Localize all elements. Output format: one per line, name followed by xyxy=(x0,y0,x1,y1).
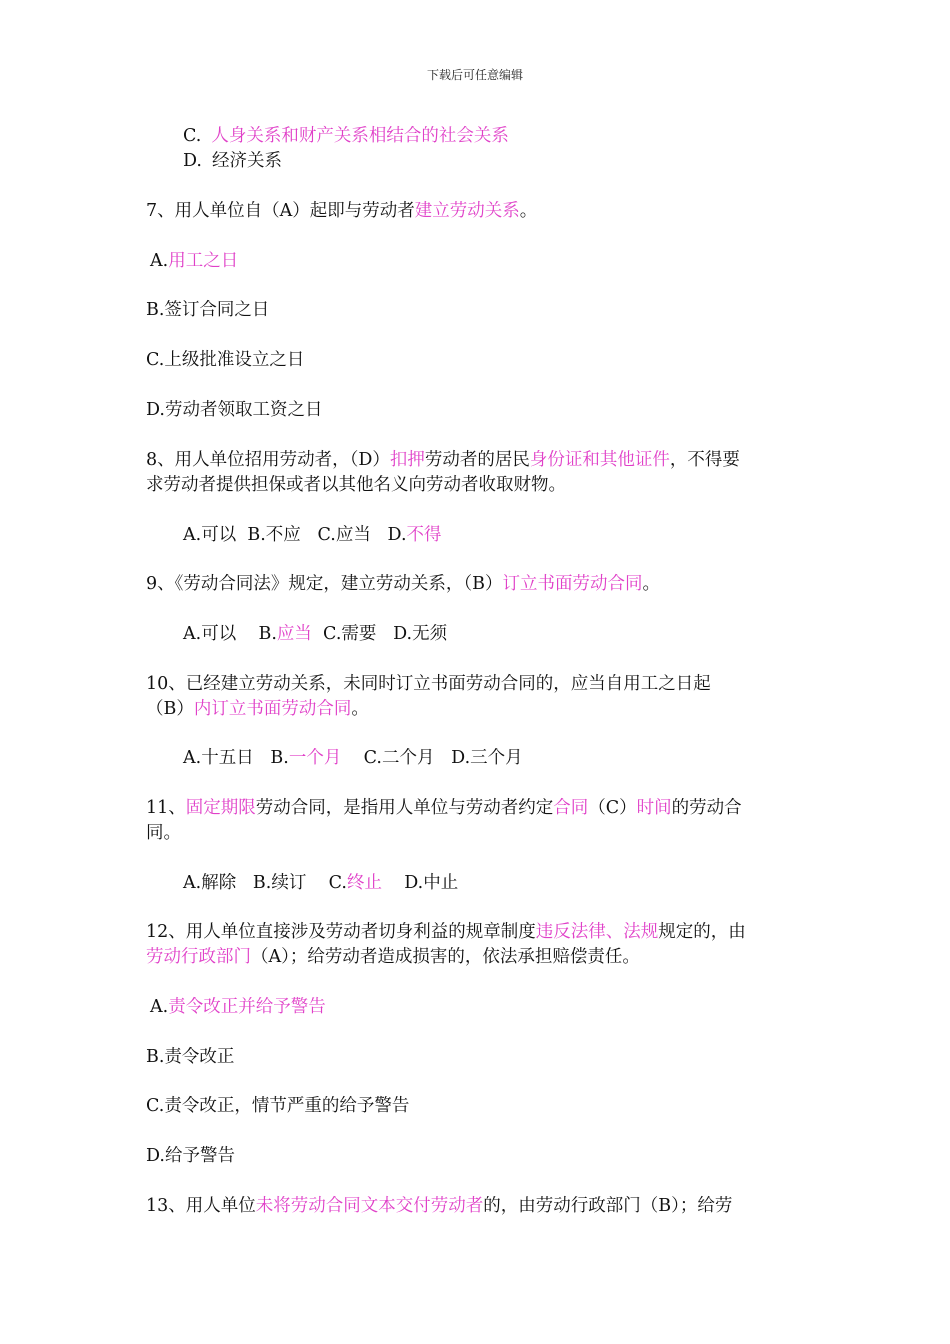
q12-option-b: B.责令改正 xyxy=(146,1047,235,1067)
q12-stem-line1: 12、用人单位直接涉及劳动者切身利益的规章制度违反法律、法规规定的，由 xyxy=(146,922,746,942)
q9-stem: 9、《劳动合同法》规定，建立劳动关系，（B）订立书面劳动合同。 xyxy=(146,574,660,594)
q12-option-d: D.给予警告 xyxy=(146,1146,235,1166)
q6-option-c: C. 人身关系和财产关系相结合的社会关系 xyxy=(183,126,509,146)
q10-options: A.十五日 B.一个月 C.二个月 D.三个月 xyxy=(183,748,523,768)
q12-option-c: C.责令改正，情节严重的给予警告 xyxy=(146,1096,410,1116)
q12-option-a: A.责令改正并给予警告 xyxy=(150,997,326,1017)
q6-option-d: D. 经济关系 xyxy=(183,151,282,171)
q11-stem-line2: 同。 xyxy=(146,823,181,843)
q10-stem-line1: 10、已经建立劳动关系，未同时订立书面劳动合同的，应当自用工之日起 xyxy=(146,674,711,694)
q9-options: A.可以 B.应当 C.需要 D.无须 xyxy=(183,624,448,644)
q7-stem: 7、用人单位自（A）起即与劳动者建立劳动关系。 xyxy=(146,201,538,221)
q7-option-a: A.用工之日 xyxy=(150,251,239,271)
q7-option-d: D.劳动者领取工资之日 xyxy=(146,400,323,420)
q8-stem-line1: 8、用人单位招用劳动者，（D）扣押劳动者的居民身份证和其他证件，不得要 xyxy=(146,450,740,470)
q8-stem-line2: 求劳动者提供担保或者以其他名义向劳动者收取财物。 xyxy=(146,475,566,495)
q13-stem-line1: 13、用人单位未将劳动合同文本交付劳动者的，由劳动行政部门（B）；给劳 xyxy=(146,1196,733,1216)
q7-option-b: B.签订合同之日 xyxy=(146,300,270,320)
q10-stem-line2: （B）内订立书面劳动合同。 xyxy=(146,699,369,719)
q11-options: A.解除 B.续订 C.终止 D.中止 xyxy=(183,873,459,893)
q8-options: A.可以 B.不应 C.应当 D.不得 xyxy=(183,525,442,545)
q12-stem-line2: 劳动行政部门（A）；给劳动者造成损害的，依法承担赔偿责任。 xyxy=(146,947,640,967)
page-header: 下载后可任意编辑 xyxy=(426,68,523,82)
q7-option-c: C.上级批准设立之日 xyxy=(146,350,305,370)
q11-stem-line1: 11、固定期限劳动合同，是指用人单位与劳动者约定合同（C）时间的劳动合 xyxy=(146,798,742,818)
